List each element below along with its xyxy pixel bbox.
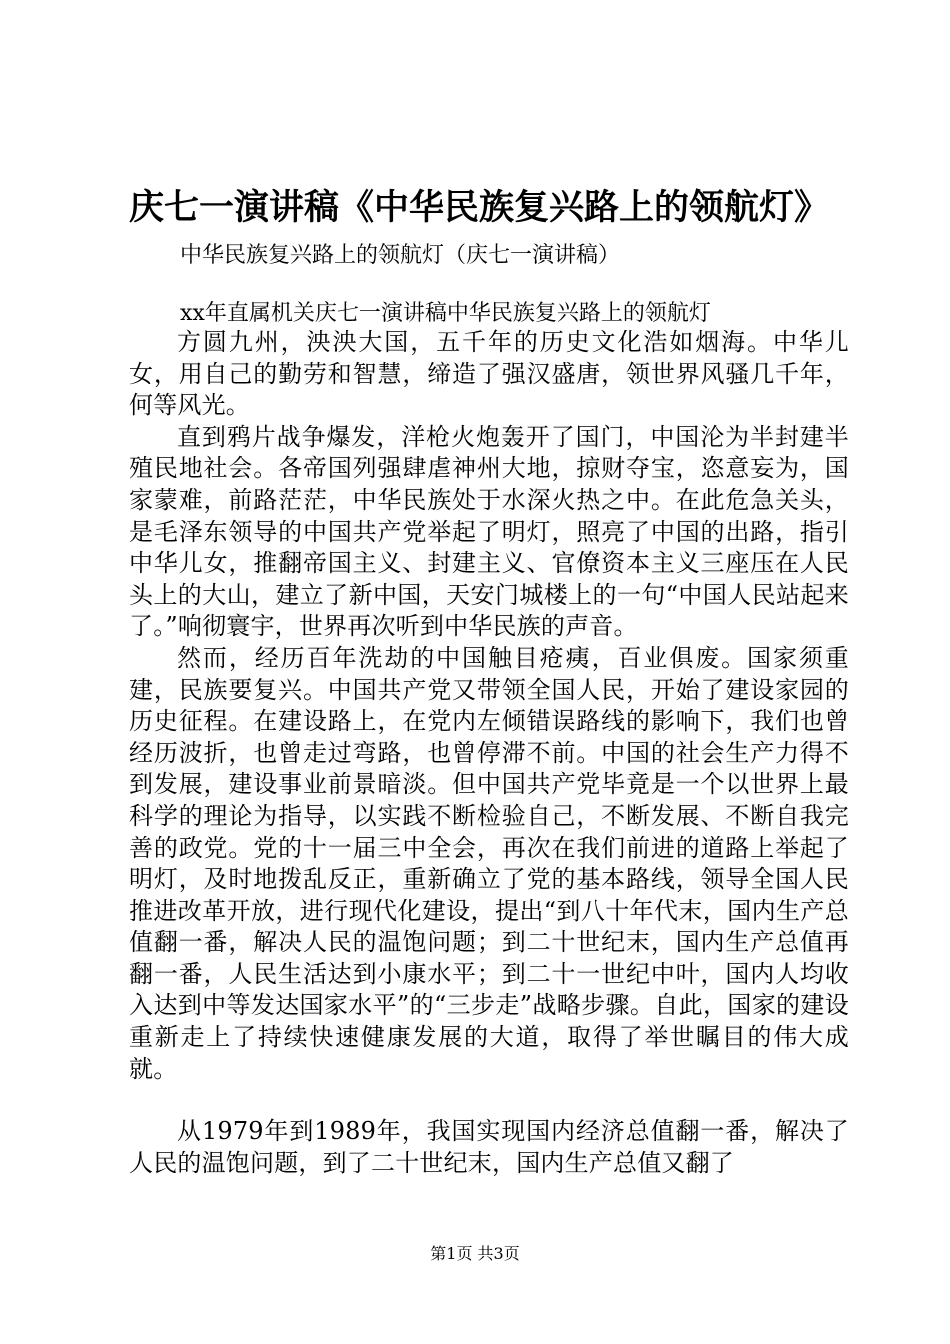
page-footer [0, 1244, 950, 1264]
page-indicator: 第1页 共3页 [430, 1244, 520, 1263]
paragraph-1: 方圆九州，泱泱大国，五千年的历史文化浩如烟海。中华儿女，用自己的勤劳和智慧，缔造了强汉盛唐，领世界风骚几千年，何等风光。 [129, 328, 849, 420]
paragraph-2: 直到鸦片战争爆发，洋枪火炮轰开了国门，中国沦为半封建半殖民地社会。各帝国列强肆虐神州大地，掠财夺宝，恣意妄为，国家蒙难，前路茫茫，中华民族处于水深火热之中。在此危急关头，是毛泽东领导的中国共产党举起了明灯，照亮了中国的出路，指引中华儿女，推翻帝国主义、封建主义、官僚资本主义三座压在人民头上的大山，建立了新中国，天安门城楼上的一句“中国人民站起来了。”响彻寰宇，世界再次听到中华民族的声音。 [129, 422, 849, 641]
paragraph-4: 从1979年到1989年，我国实现国内经济总值翻一番，解决了人民的温饱问题，到了二十世纪末，国内生产总值又翻了 [129, 1117, 849, 1177]
document-body [129, 327, 849, 1179]
document-title: 庆七一演讲稿《中华民族复兴路上的领航灯》 [129, 187, 830, 228]
document-subtitle: 中华民族复兴路上的领航灯（庆七一演讲稿） [180, 243, 621, 268]
document-intro: xx年直属机关庆七一演讲稿中华民族复兴路上的领航灯 [180, 301, 711, 326]
paragraph-3: 然而，经历百年洗劫的中国触目疮痍，百业俱废。国家须重建，民族要复兴。中国共产党又带领全国人民，开始了建设家园的历史征程。在建设路上，在党内左倾错误路线的影响下，我们也曾经历波折，也曾走过弯路，也曾停滞不前。中国的社会生产力得不到发展，建设事业前景暗淡。但中国共产党毕竟是一个以世界上最科学的理论为指导，以实践不断检验自己，不断发展、不断自我完善的政党。党的十一届三中全会，再次在我们前进的道路上举起了明灯，及时地拨乱反正，重新确立了党的基本路线，领导全国人民推进改革开放，进行现代化建设，提出“到八十年代末，国内生产总值翻一番，解决人民的温饱问题；到二十世纪末，国内生产总值再翻一番，人民生活达到小康水平；到二十一世纪中叶，国内人均收入达到中等发达国家水平”的“三步走”战略步骤。自此，国家的建设重新走上了持续快速健康发展的大道，取得了举世瞩目的伟大成就。 [129, 643, 849, 1083]
